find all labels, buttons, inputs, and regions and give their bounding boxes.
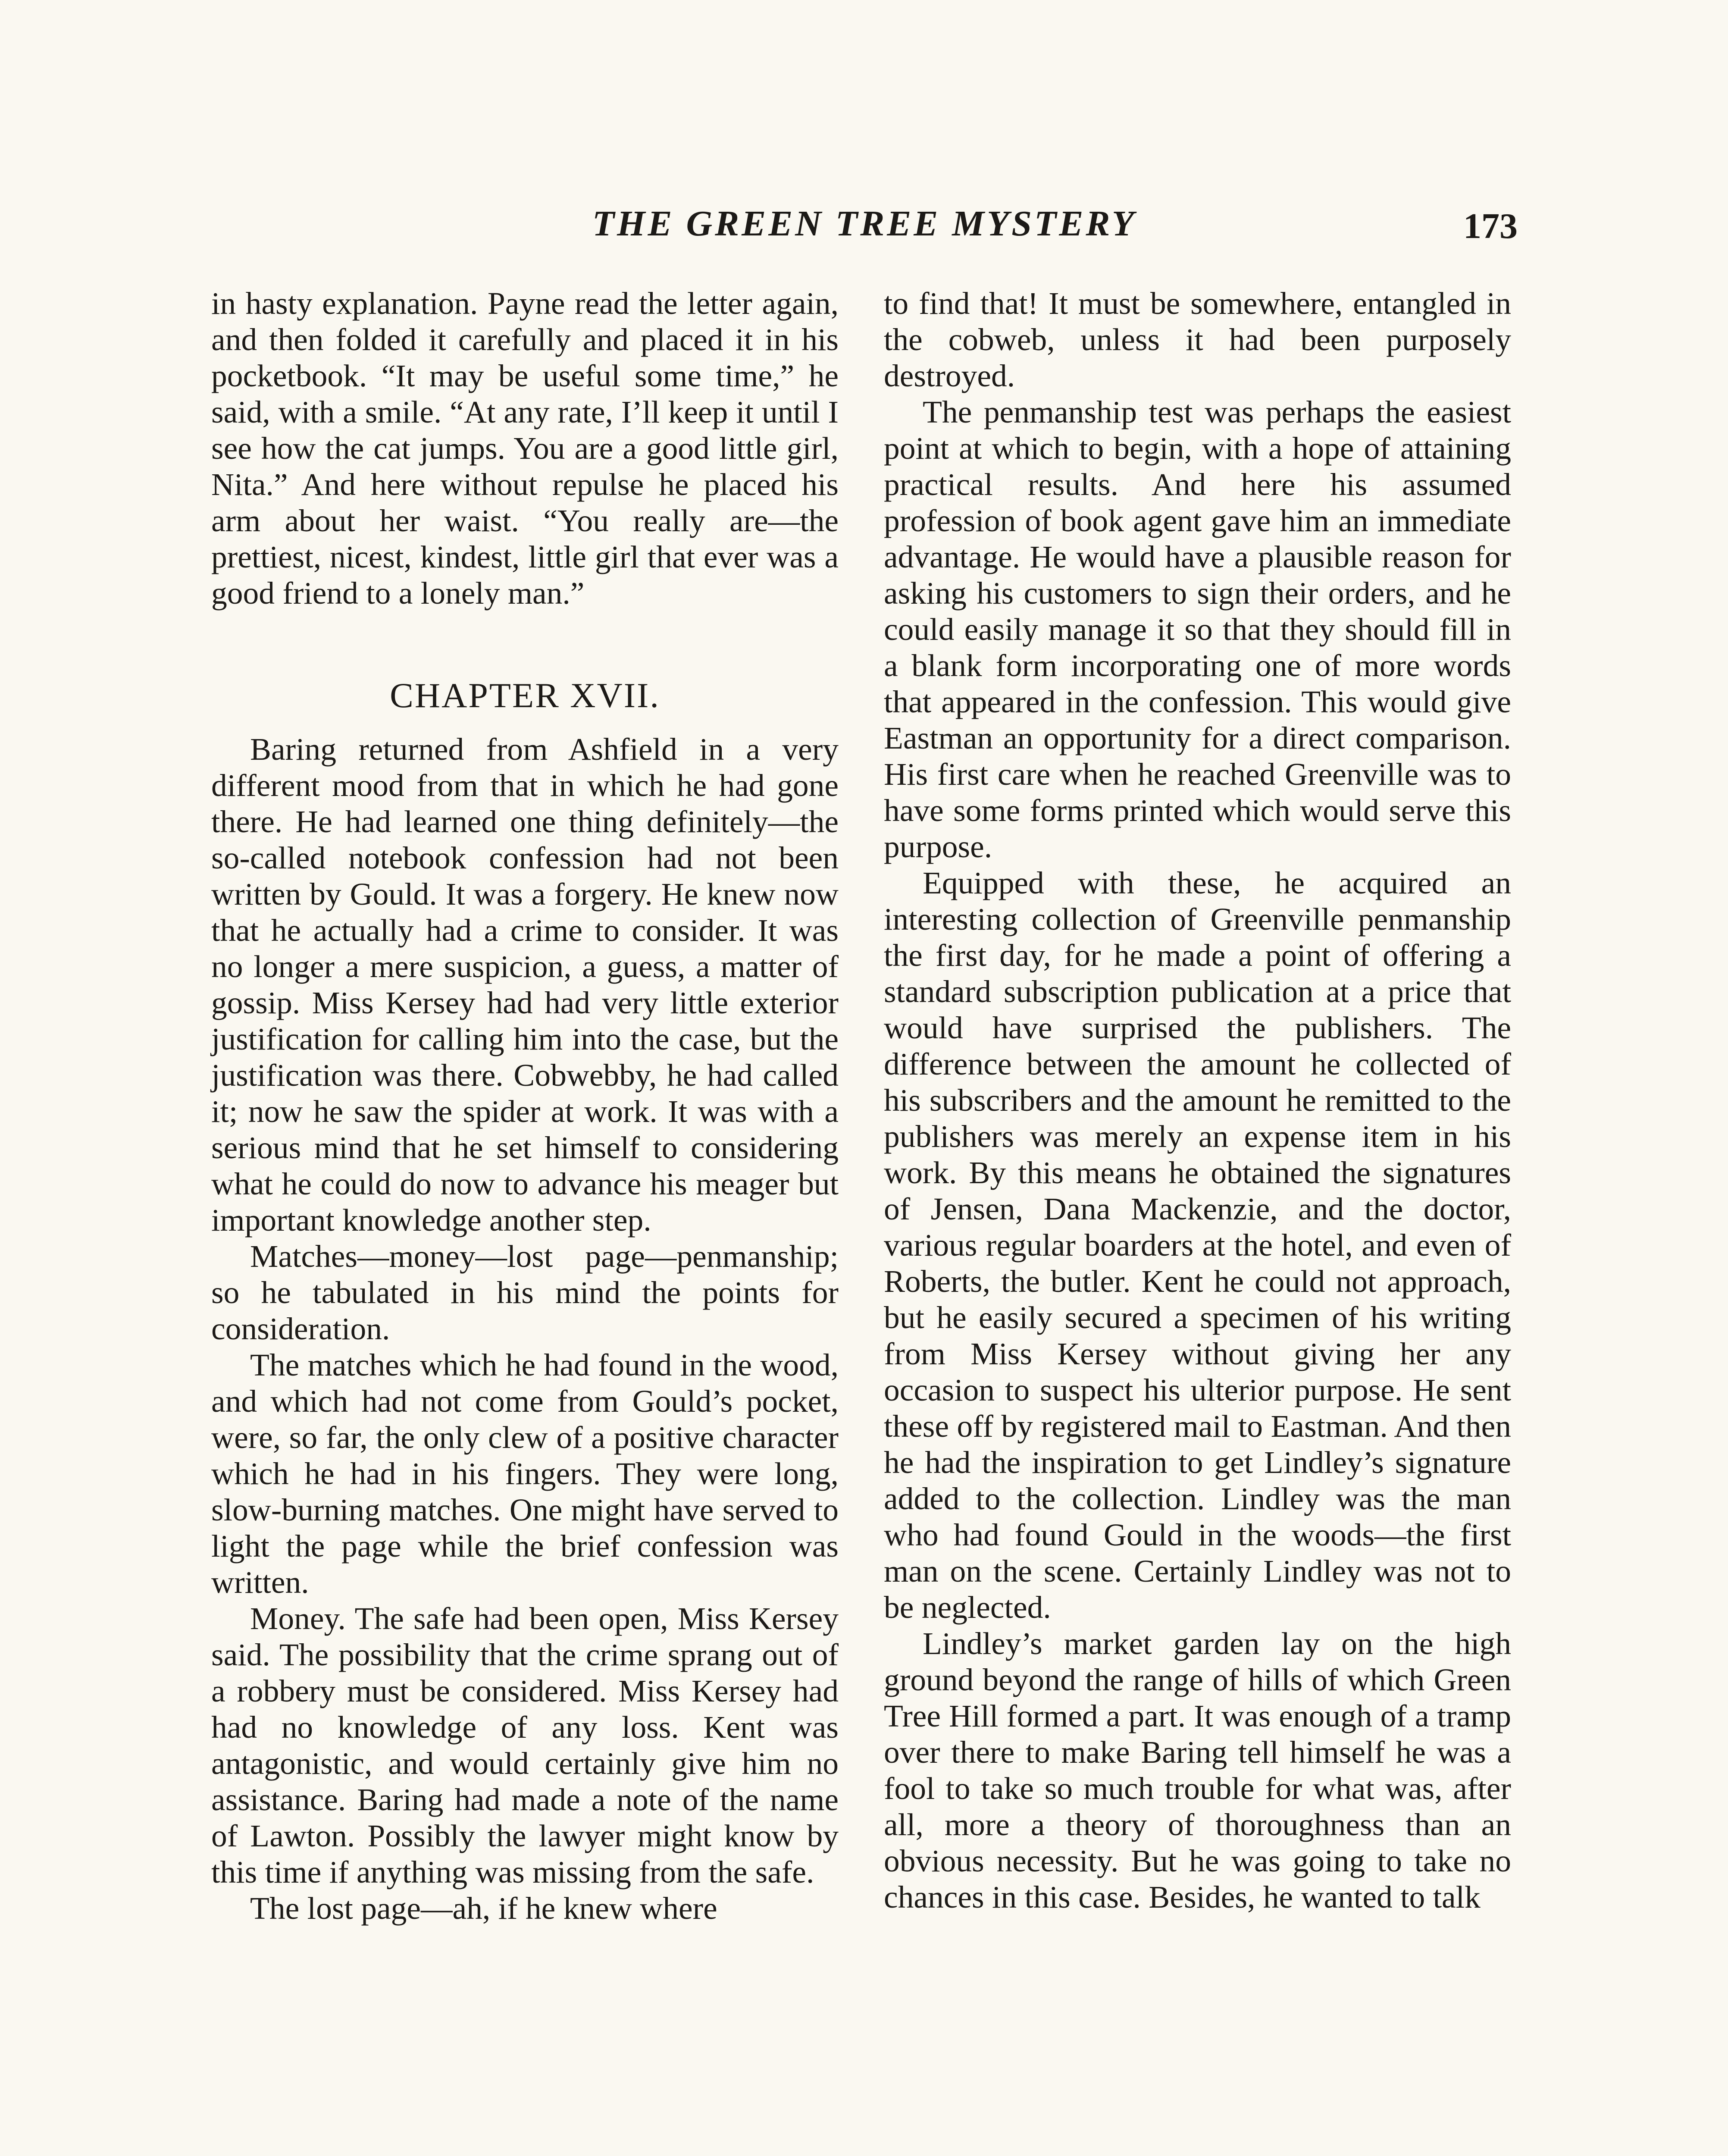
paragraph: Equipped with these, he acquired an interesting collection of Greenville penmanship the first day, for he made a point of offering a standard subscription publication at a price that would have surprised the publishers. The difference between the amount he collected of his subscribers and the amount he remitted to the publishers was merely an expense item in his work. By this means he obtained the signatures of Jensen, Dana Mackenzie, and the doctor, various regular boarders at the hotel, and even of Roberts, the butler. Kent he could not approach, but he easily secured a specimen of his writing from Miss Kersey without giving her any occasion to suspect his ulterior purpose. He sent these off by registered mail to Eastman. And then he had the inspiration to get Lindley’s signature added to the collection. Lindley was the man who had found Gould in the woods—the first man on the scene. Certainly Lindley was not to be neglected.	[884, 865, 1511, 1625]
page-number: 173	[1463, 206, 1518, 246]
right-column	[884, 285, 1511, 1915]
running-title: THE GREEN TREE MYSTERY	[592, 204, 1137, 244]
paragraph: in hasty explanation. Payne read the letter again, and then folded it carefully and placed it in his pocketbook. “It may be useful some time,” he said, with a smile. “At any rate, I’ll keep it until I see how the cat jumps. You are a good little girl, Nita.” And here without repulse he placed his arm about her waist. “You really are—the prettiest, nicest, kindest, little girl that ever was a good friend to a lonely man.”	[211, 286, 839, 611]
paragraph: Lindley’s market garden lay on the high ground beyond the range of hills of which Green Tree Hill formed a part. It was enough of a tramp over there to make Baring tell himself he was a fool to take so much trouble for what was, after all, more a theory of thoroughness than an obvious necessity. But he was going to take no chances in this case. Besides, he wanted to talk	[884, 1626, 1511, 1915]
paragraph: to find that! It must be somewhere, entangled in the cobweb, unless it had been purposely destroyed.	[884, 286, 1511, 393]
running-header	[211, 203, 1518, 267]
left-column	[211, 285, 839, 1927]
paragraph: Baring returned from Ashfield in a very different mood from that in which he had gone there. He had learned one thing definitely—the so-called notebook confession had not been written by Gould. It was a forgery. He knew now that he actually had a crime to consider. It was no longer a mere suspicion, a guess, a matter of gossip. Miss Kersey had had very little exterior justification for calling him into the case, but the justification was there. Cobwebby, he had called it; now he saw the spider at work. It was with a serious mind that he set himself to considering what he could do now to advance his meager but important knowledge another step.	[211, 732, 839, 1238]
chapter-heading: CHAPTER XVII.	[390, 676, 660, 715]
paragraph: The penmanship test was perhaps the easiest point at which to begin, with a hope of attaining practical results. And here his assumed profession of book agent gave him an immediate advantage. He would have a plausible reason for asking his customers to sign their orders, and he could easily manage it so that they should fill in a blank form incorporating one of more words that appeared in the confession. This would give Eastman an opportunity for a direct comparison. His first care when he reached Greenville was to have some forms printed which would serve this purpose.	[884, 395, 1511, 864]
paragraph: The matches which he had found in the wood, and which had not come from Gould’s pocket, were, so far, the only clew of a positive character which he had in his fingers. They were long, slow-burning matches. One might have served to light the page while the brief confession was written.	[211, 1348, 839, 1600]
paragraph: The lost page—ah, if he knew where	[250, 1891, 717, 1926]
paragraph: Matches—money—lost page—penmanship; so he tabulated in his mind the points for consideration.	[211, 1239, 839, 1346]
paragraph: Money. The safe had been open, Miss Kersey said. The possibility that the crime sprang out of a robbery must be considered. Miss Kersey had had no knowledge of any loss. Kent was antagonistic, and would certainly give him no assistance. Baring had made a note of the name of Lawton. Possibly the lawyer might know by this time if anything was missing from the safe.	[211, 1601, 839, 1890]
